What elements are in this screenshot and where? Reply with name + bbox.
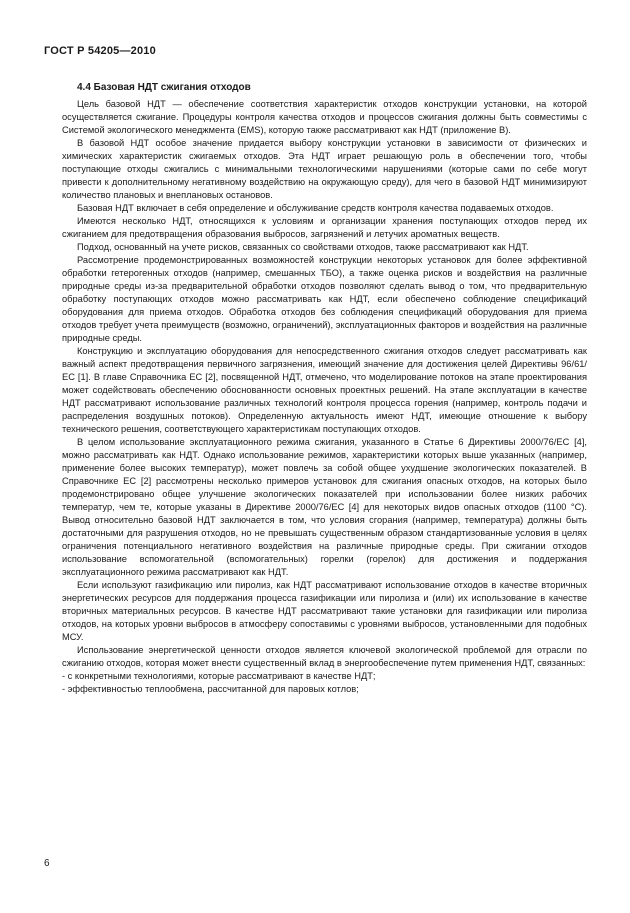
paragraph: В целом использование эксплуатационного режима сжигания, указанного в Статье 6 Директивы 2000/76/ЕС [4], можно рассматривать как НДТ. Однако использование режимов, характеристики которых выше указанных (например, применение более высоких температур), может повлечь за собой общее ухудшение экологических показателей. В Справочнике ЕС [2] рассмотрены несколько примеров установок для сжигания опасных отходов, на которых было продемонстрировано общее улучшение экологических показателей при использовании более низких рабочих температур, чем те, которые указаны в Директиве 2000/76/ЕС [4] для некоторых видов опасных отходов (1100 °С). Вывод относительно базовой НДТ заключается в том, что условия сгорания (например, температура) должны быть достаточными для разрушения отходов, но не превышать существенным образом стандартизованные условия в целях ограничения потенциального негативного воздействия на различные природные среды. При сжигании отходов использование вспомогательной (вспомогательных) горелки (горелок) для достижения и поддержания эксплуатационного режима рассматривают как НДТ. [62, 437, 587, 577]
paragraph: Если используют газификацию или пиролиз, как НДТ рассматривают использование отходов в качестве вторичных энергетических ресурсов для поддержания процесса газификации или пиролиза и (или) их использование в качестве вторичных материальных ресурсов. В качестве НДТ рассматривают такие установки для газификации или пиролиза отходов, на которых уровни выбросов в атмосферу сопоставимы с уровнями выбросов, установленными для подобных МСУ. [62, 580, 587, 642]
paragraph: В базовой НДТ особое значение придается выбору конструкции установки в зависимости от физических и химических характеристик сжигаемых отходов. Эта НДТ играет решающую роль в обеспечении того, чтобы поступающие отходы сжигались с минимальными технологическими нарушениями (которые сами по себе могут привести к дополнительному негативному воздействию на окружающую среду), для чего в базовой НДТ минимизируют количество плановых и внеплановых остановов. [62, 138, 587, 200]
page-number: 6 [44, 858, 50, 869]
paragraph: Базовая НДТ включает в себя определение и обслуживание средств контроля качества подаваемых отходов. [77, 203, 554, 213]
paragraph: Имеются несколько НДТ, относящихся к условиям и организации хранения поступающих отходов перед их сжиганием для предотвращения образования выбросов, загрязнений и летучих ароматных веществ. [62, 216, 587, 239]
list-item: - с конкретными технологиями, которые рассматривают в качестве НДТ; [62, 671, 376, 681]
paragraph: Конструкцию и эксплуатацию оборудования для непосредственного сжигания отходов следует рассматривать как важный аспект предотвращения первичного загрязнения, имеющий значение для достижения целей Директивы 96/61/ЕС [1]. В главе Справочника ЕС [2], посвященной НДТ, отмечено, что моделирование потоков на этапе проектирования может содействовать обеспечению обоснованности основных проектных решений. На этапе эксплуатации в качестве НДТ рассматривают использование различных технологий контроля процесса горения (например, контроль подачи и распределения воздушных потоков). Определенную актуальность имеют НДТ, имеющие отношение к выбору технического решения, соответствующего характеристикам поступающих отходов. [62, 346, 587, 434]
paragraph: Подход, основанный на учете рисков, связанных со свойствами отходов, также рассматривают как НДТ. [77, 242, 529, 252]
paragraph: Рассмотрение продемонстрированных возможностей конструкции некоторых установок для более эффективной обработки гетерогенных отходов (например, смешанных ТБО), а также оценка рисков и воздействия на различные природные среды из-за предварительной обработки отходов позволяют сделать вывод о том, что предварительную обработку поступающих отходов можно рассматривать как НДТ, если обеспечено соблюдение спецификаций оборудования для приема отходов. Обработка отходов без соблюдения спецификаций оборудования для приема отходов требует учета преимуществ (возможно, ограничений), эксплуатационных факторов и воздействия на различные природные среды. [62, 255, 587, 343]
body-text [62, 98, 587, 696]
section-title: 4.4 Базовая НДТ сжигания отходов [77, 82, 251, 93]
document-header: ГОСТ Р 54205—2010 [44, 45, 156, 57]
paragraph: Использование энергетической ценности отходов является ключевой экологической проблемой для отрасли по сжиганию отходов, которая может внести существенный вклад в энергообеспечение путем применения НДТ, связанных: [62, 645, 587, 668]
paragraph: Цель базовой НДТ — обеспечение соответствия характеристик отходов конструкции установки, на которой осуществляется сжигание. Процедуры контроля качества отходов и процессов сжигания должны быть совместимы с Системой экологического менеджмента (EMS), которую также рассматривают как НДТ (приложение В). [62, 99, 587, 135]
list-item: - эффективностью теплообмена, рассчитанной для паровых котлов; [62, 684, 359, 694]
